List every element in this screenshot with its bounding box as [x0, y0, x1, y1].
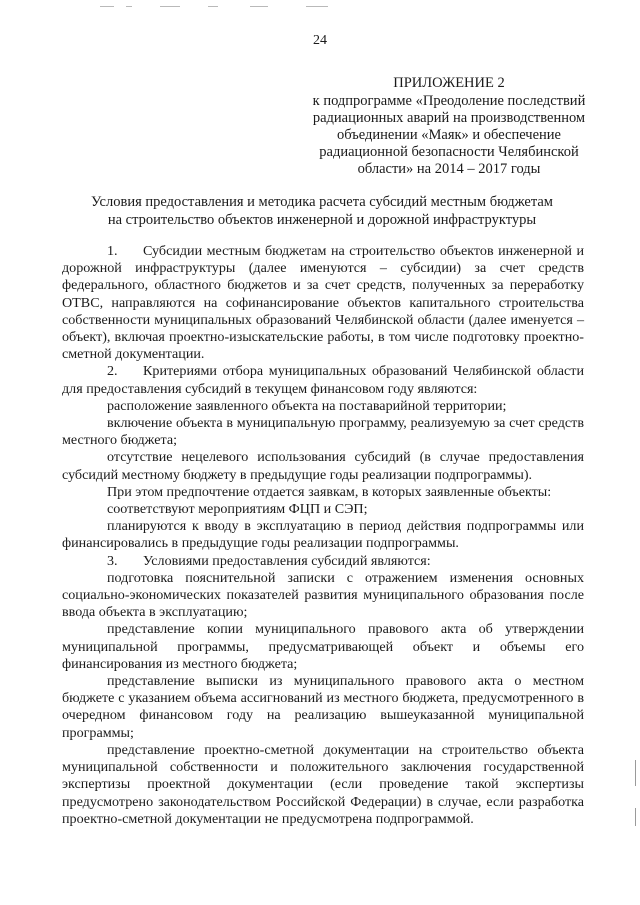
body-paragraph [62, 553, 584, 570]
title-line-2: на строительство объектов инженерной и дорожной инфраструктуры [107, 211, 537, 228]
paragraph-text: планируются к вводу в эксплуатацию в период действия подпрограммы или финансировались в предыдущие годы реализации подпрограммы. [62, 518, 584, 552]
paragraph-text: расположение заявленного объекта на поставарийной территории; [107, 397, 507, 414]
body-paragraph [62, 518, 584, 552]
body-paragraph [62, 484, 584, 501]
body-paragraph [62, 570, 584, 622]
paragraph-number: 3. [107, 552, 118, 569]
body-paragraph [62, 742, 584, 828]
title-line-1: Условия предоставления и методика расчета субсидий местным бюджетам [91, 194, 553, 210]
paragraph-text: При этом предпочтение отдается заявкам, в которых заявленные объекты: [107, 483, 552, 500]
appendix-subtitle: к подпрограмме «Преодоление последствий радиационных аварий на производственном объединении «Маяк» и обеспечение радиационной безопасности Челябинской области» на 2014 – 2017 годы [312, 93, 586, 177]
paragraph-number: 2. [107, 363, 118, 380]
paragraph-text: Условиями предоставления субсидий являются: [143, 552, 431, 569]
paragraph-number: 1. [107, 243, 118, 259]
paragraph-text: подготовка пояснительной записки с отражением изменения основных социально-экономических показателей развития муниципального образования после ввода объекта в эксплуатацию; [62, 569, 584, 621]
scan-artifact-marks [100, 6, 340, 9]
paragraph-text: Критериями отбора муниципальных образований Челябинской области для предоставления субсидий в текущем финансовом году являются: [62, 363, 584, 397]
body-paragraph [62, 363, 584, 397]
scan-edge-mark [635, 760, 636, 786]
paragraph-text: представление выписки из муниципального правового акта о местном бюджете с указанием объема ассигнований из местного бюджета, предусмотренного в очередном финансовом году на реализацию вышеуказанной муниципальной программы; [62, 673, 584, 741]
appendix-heading: ПРИЛОЖЕНИЕ 2 [393, 75, 505, 91]
paragraph-text: представление проектно-сметной документации на строительство объекта муниципальной собственности и положительного заключения государственной экспертизы проектной документации (если проведение такой экспертизы предусмотрено законодательством Российской Федерации) в случае, если разработка проектно-сметной документации не предусмотрена подпрограммой. [62, 741, 584, 827]
body-paragraph [62, 501, 584, 518]
appendix-header [300, 75, 598, 178]
document-body [62, 243, 584, 828]
paragraph-text: отсутствие нецелевого использования субсидий (в случае предоставления субсидий местному бюджету в предыдущие годы реализации подпрограммы). [62, 449, 584, 483]
body-paragraph [62, 673, 584, 742]
scan-edge-mark [635, 808, 636, 826]
body-paragraph [62, 398, 584, 415]
paragraph-text: соответствуют мероприятиям ФЦП и СЭП; [107, 501, 368, 518]
page-number: 24 [313, 33, 327, 48]
paragraph-text: включение объекта в муниципальную программу, реализуемую за счет средств местного бюджета; [62, 415, 584, 449]
body-paragraph [62, 621, 584, 673]
paragraph-text: представление копии муниципального правового акта об утверждении муниципальной программы, предусматривающей объект и объемы его финансирования из местного бюджета; [62, 621, 584, 672]
body-paragraph [62, 415, 584, 449]
body-paragraph [62, 243, 584, 363]
body-paragraph [62, 449, 584, 483]
document-title [62, 194, 582, 229]
paragraph-text: Субсидии местным бюджетам на строительство объектов инженерной и дорожной инфраструктуры (далее именуются – субсидии) за счет средств федерального, областного бюджетов и за счет средств, полученных за переработку ОТВС, направляются на софинансирование объектов капитального строительства собственности муниципальных образований Челябинской области (далее именуется – объект), включая проектно-изыскательские работы, в том числе подготовку проектно-сметной документации. [62, 243, 584, 363]
